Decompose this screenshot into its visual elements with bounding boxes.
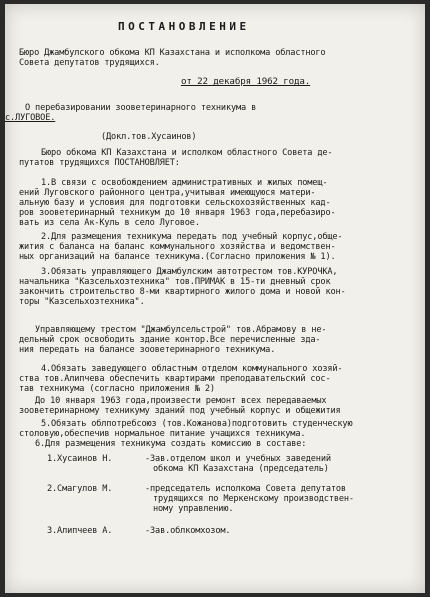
body-line: закончить строительство 8-ми квартирного жилого дома и новой кон- <box>19 287 346 297</box>
document-title: ПОСТАНОВЛЕНИЕ <box>118 20 250 33</box>
body-line: Бюро обкома КП Казахстана и исполком областного Совета де- <box>41 148 333 158</box>
commission-member-role: -Зав.облкомхозом. <box>145 526 231 536</box>
commission-member-role: трудящихся по Меркенскому производствен- <box>153 494 354 504</box>
body-line: До 10 января 1963 года,произвести ремонт всех передаваемых <box>35 396 327 406</box>
commission-member-name: 3.Алипчеев А. <box>47 526 113 536</box>
body-line: зооветеринарному техникуму зданий под учебный корпус и общежития <box>19 406 341 416</box>
document-date: от 22 декабря 1962 года. <box>181 76 311 87</box>
subject-line-1: О перебазировании зооветеринарного техникума в <box>25 103 257 113</box>
body-line: начальника "Казсельхозтехника" тов.ПРИМАК в 15-ти дневный срок <box>19 277 331 287</box>
body-line: торы "Казсельхозтехника". <box>19 297 145 307</box>
body-line: 2.Для размещения техникума передать под учебный корпус,обще- <box>41 232 343 242</box>
header-line-2: Совета депутатов трудящихся. <box>19 58 160 68</box>
body-line: 1.В связи с освобождением административных и жилых помещ- <box>41 178 328 188</box>
document-page <box>5 4 425 593</box>
body-line: дельный срок освободить здание контор.Все перечисленные зда- <box>19 335 321 345</box>
body-line: альную базу и условия для подготовки сельскохозяйственных кад- <box>19 198 331 208</box>
body-line: 6.Для размещения техникума создать комиссию в составе: <box>35 439 307 449</box>
commission-member-role: -Зав.отделом школ и учебных заведений <box>145 454 331 464</box>
body-line: ений Луговского районного центра,учитывая имеющуюся матери- <box>19 188 316 198</box>
body-line: ров зооветеринарный техникум до 10 января 1963 года,перебазиро- <box>19 208 336 218</box>
commission-member-name: 1.Хусаинов Н. <box>47 454 113 464</box>
speaker-note: (Докл.тов.Хусаинов) <box>101 132 197 142</box>
body-line: жития с баланса на баланс коммунального хозяйства и ведомствен- <box>19 242 336 252</box>
body-line: столовую,обеспечив нормальное питание учащихся техникума. <box>19 429 306 439</box>
commission-member-name: 2.Смагулов М. <box>47 484 113 494</box>
body-line: путатов трудящихся ПОСТАНОВЛЯЕТ: <box>19 158 180 168</box>
commission-member-role: обкома КП Казахстана (председатель) <box>153 464 329 474</box>
body-line: вать из села Ак-Куль в село Луговое. <box>19 218 200 228</box>
body-line: Управляющему трестом "Джамбулсельстрой" тов.Абрамову в не- <box>35 325 327 335</box>
commission-member-role: -председатель исполкома Совета депутатов <box>145 484 346 494</box>
commission-member-role: ному управлению. <box>153 504 234 514</box>
subject-line-2: с.ЛУГОВОЕ. <box>5 113 56 123</box>
body-line: 4.Обязать заведующего областным отделом коммунального хозяй- <box>41 364 343 374</box>
body-line: ства тов.Алипчева обеспечить квартирами преподавательский сос- <box>19 374 331 384</box>
body-line: ных организаций на балансе техникума.(Согласно приложения № 1). <box>19 252 336 262</box>
body-line: 5.Обязать облпотребсоюз (тов.Кожанова)подготовить студенческую <box>41 419 353 429</box>
body-line: тав техникума (согласно приложения № 2) <box>19 384 215 394</box>
body-line: ния передать на балансе зооветеринарного техникума. <box>19 345 276 355</box>
header-line-1: Бюро Джамбулского обкома КП Казахстана и исполкома областного <box>19 48 326 58</box>
body-line: 3.Обязать управляющего Джамбулским автотрестом тов.КУРОЧКА, <box>41 267 338 277</box>
